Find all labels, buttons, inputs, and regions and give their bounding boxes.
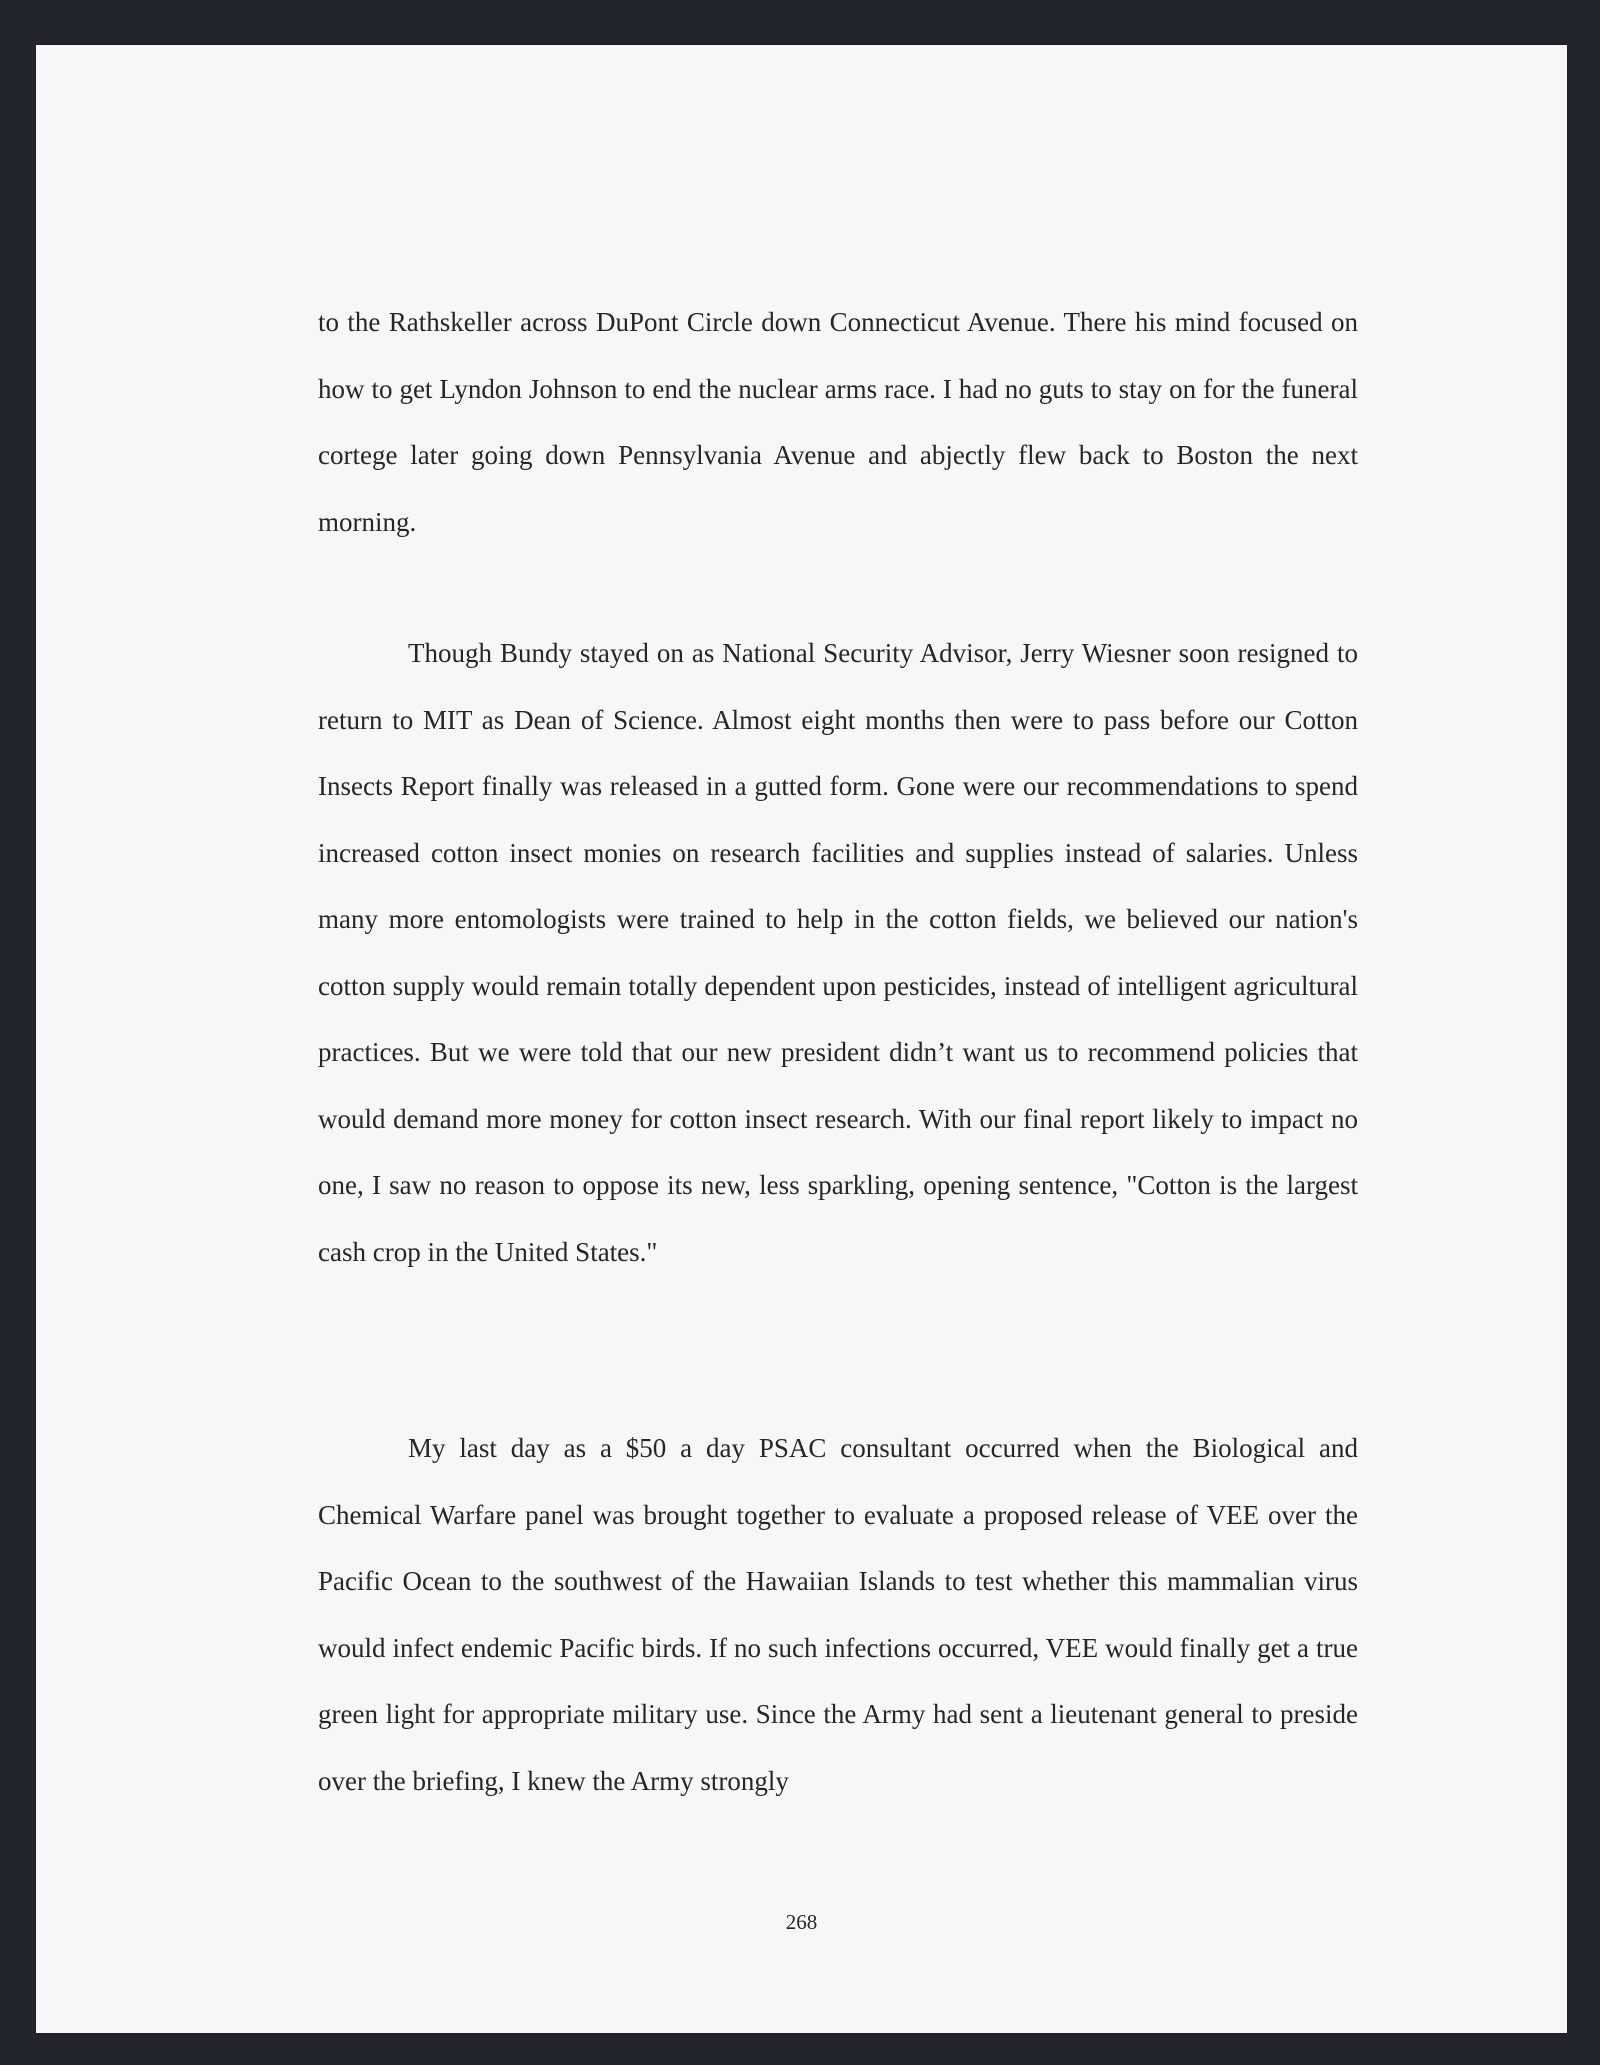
paragraph-1: to the Rathskeller across DuPont Circle down Connecticut Avenue. There his mind focused on how to get Lyndon Johnson to end the nuclear arms race. I had no guts to stay on for the funeral cortege later going down Pennsylvania Avenue and abjectly flew back to Boston the next morning. <box>318 307 1358 537</box>
document-page <box>36 45 1567 2033</box>
paragraph-2: Though Bundy stayed on as National Security Advisor, Jerry Wiesner soon resigned to return to MIT as Dean of Science. Almost eight months then were to pass before our Cotton Insects Report finally was released in a gutted form. Gone were our recommendations to spend increased cotton insect monies on research facilities and supplies instead of salaries. Unless many more entomologists were trained to help in the cotton fields, we believed our nation's cotton supply would remain totally dependent upon pesticides, instead of intelligent agricultural practices. But we were told that our new president didn’t want us to recommend policies that would demand more money for cotton insect research. With our final report likely to impact no one, I saw no reason to oppose its new, less sparkling, opening sentence, "Cotton is the largest cash crop in the United States." <box>318 638 1358 1267</box>
page-number: 268 <box>785 1910 818 1934</box>
paragraph-3: My last day as a $50 a day PSAC consultant occurred when the Biological and Chemical Warfare panel was brought together to evaluate a proposed release of VEE over the Pacific Ocean to the southwest of the Hawaiian Islands to test whether this mammalian virus would infect endemic Pacific birds. If no such infections occurred, VEE would finally get a true green light for appropriate military use. Since the Army had sent a lieutenant general to preside over the briefing, I knew the Army strongly <box>318 1433 1358 1796</box>
